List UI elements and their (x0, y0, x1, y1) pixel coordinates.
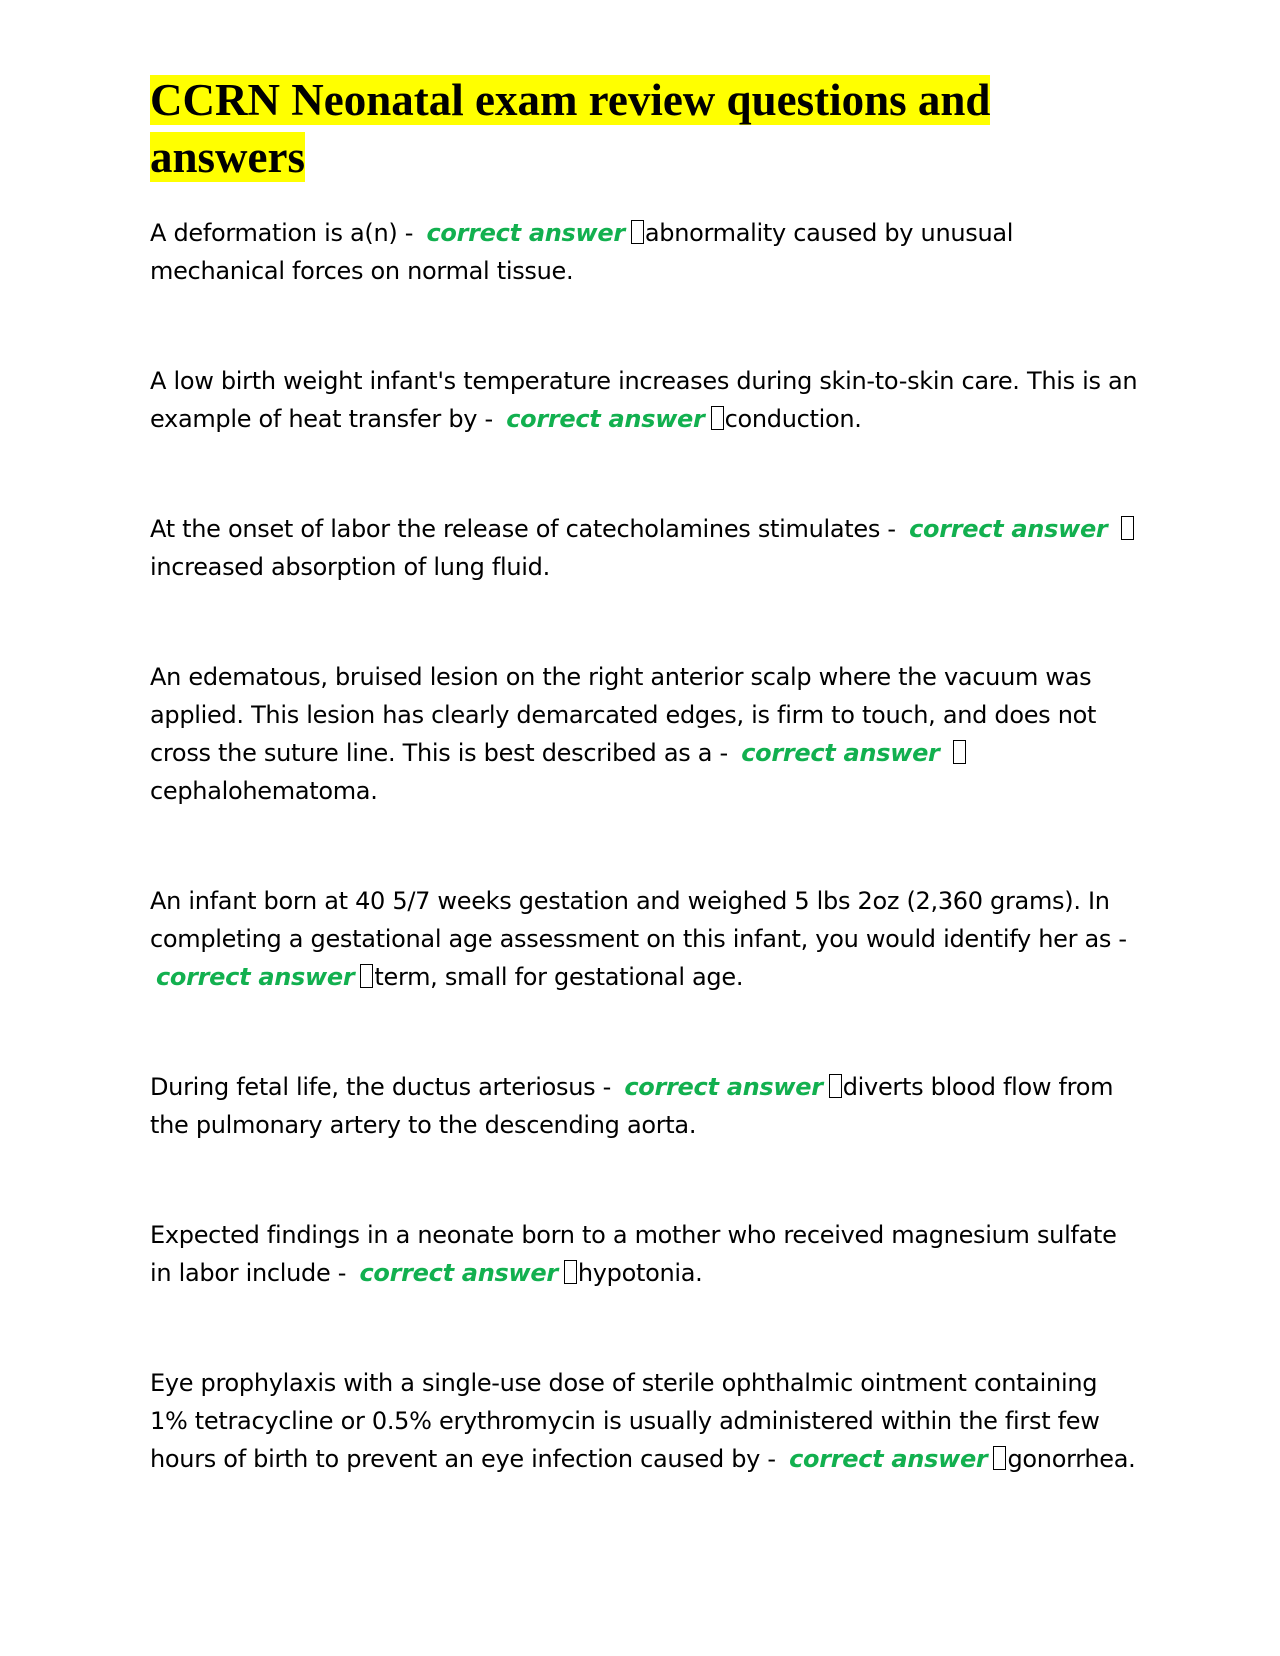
question-text: A deformation is a(n) - (150, 219, 414, 247)
missing-glyph-box-icon (711, 406, 724, 430)
answer-label: correct answer (909, 515, 1108, 543)
qa-item (150, 510, 1140, 586)
qa-item (150, 882, 1140, 996)
answer-text: diverts blood flow from the pulmonary artery to the descending aorta. (150, 1073, 1114, 1139)
document-title (150, 72, 1140, 186)
missing-glyph-box-icon (564, 1260, 577, 1284)
question-text: Expected findings in a neonate born to a mother who received magnesium sulfate in labor include - (150, 1221, 1117, 1287)
missing-glyph-box-icon (1121, 516, 1134, 540)
answer-label: correct answer (156, 963, 355, 991)
answer-text: abnormality caused by unusual mechanical forces on normal tissue. (150, 219, 1014, 285)
qa-item (150, 658, 1140, 810)
qa-item (150, 362, 1140, 438)
answer-label: correct answer (624, 1073, 823, 1101)
answer-text: gonorrhea. (1007, 1445, 1136, 1473)
document-page (150, 72, 1140, 1550)
answer-text: cephalohematoma. (150, 777, 378, 805)
question-text: A low birth weight infant's temperature increases during skin-to-skin care. This is an example of heat transfer by - (150, 367, 1138, 433)
answer-label: correct answer (741, 739, 940, 767)
title-highlight: CCRN Neonatal exam review questions and answers (150, 75, 991, 182)
missing-glyph-box-icon (829, 1074, 842, 1098)
answer-label: correct answer (426, 219, 625, 247)
answer-label: correct answer (359, 1259, 558, 1287)
answer-text: term, small for gestational age. (374, 963, 744, 991)
missing-glyph-box-icon (631, 220, 644, 244)
question-text: Eye prophylaxis with a single-use dose of sterile ophthalmic ointment containing 1% tetracycline or 0.5% erythromycin is usually administered within the first few hours of birth to prevent an eye infection caused by - (150, 1369, 1100, 1473)
missing-glyph-box-icon (953, 740, 966, 764)
qa-item (150, 214, 1140, 290)
question-text: An edematous, bruised lesion on the right anterior scalp where the vacuum was applied. This lesion has clearly demarcated edges, is firm to touch, and does not cross the suture line. This is best described as a - (150, 663, 1097, 767)
answer-text: conduction. (724, 405, 862, 433)
missing-glyph-box-icon (993, 1446, 1006, 1470)
qa-item (150, 1068, 1140, 1144)
answer-label: correct answer (789, 1445, 988, 1473)
answer-text: increased absorption of lung fluid. (150, 553, 550, 581)
question-text: An infant born at 40 5/7 weeks gestation and weighed 5 lbs 2oz (2,360 grams). In completing a gestational age assessment on this infant, you would identify her as - (150, 887, 1127, 953)
qa-item (150, 1216, 1140, 1292)
answer-text: hypotonia. (577, 1259, 703, 1287)
qa-item (150, 1364, 1140, 1478)
question-text: At the onset of labor the release of catecholamines stimulates - (150, 515, 896, 543)
answer-label: correct answer (506, 405, 705, 433)
missing-glyph-box-icon (360, 964, 373, 988)
question-text: During fetal life, the ductus arteriosus - (150, 1073, 612, 1101)
